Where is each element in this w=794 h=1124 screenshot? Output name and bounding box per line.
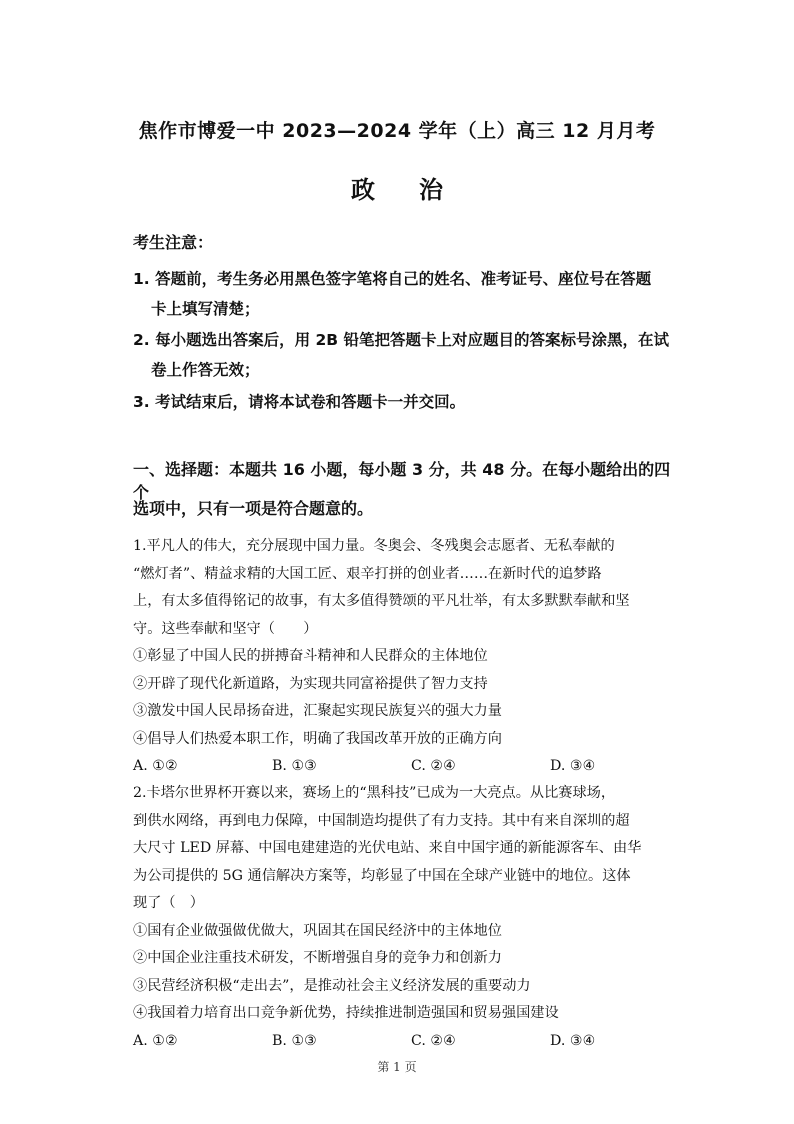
question-1-statement-1: ①彰显了中国人民的拼搏奋斗精神和人民群众的主体地位 [133, 648, 488, 664]
question-2-line2: 到供水网络，再到电力保障，中国制造均提供了有力支持。其中有来自深圳的超 [133, 812, 630, 829]
notice-item-1-line1: 1. 答题前，考生务必用黑色签字笔将自己的姓名、准考证号、座位号在答题 [133, 270, 652, 288]
question-2-statement-3: ③民营经济积极“走出去”，是推动社会主义经济发展的重要动力 [133, 977, 531, 994]
question-2-option-b: B. ①③ [272, 1032, 317, 1049]
question-1-stem [133, 533, 678, 781]
question-2-stem [133, 780, 678, 1055]
notice-heading: 考生注意： [133, 233, 214, 252]
question-2-line3: 大尺寸 LED 屏幕、中国电建建造的光伏电站、来自中国宇通的新能源客车、由华 [133, 840, 642, 856]
question-1-option-c: C. ②④ [411, 758, 456, 774]
subject-title: 政治 [351, 176, 487, 204]
question-2-line1: 2.卡塔尔世界杯开赛以来，赛场上的“黑科技”已成为一大亮点。从比赛球场， [133, 785, 616, 801]
question-1-option-a: A. ①② [133, 758, 178, 774]
question-2-line5: 现了（ ） [133, 895, 204, 911]
question-2-option-d: D. ③④ [550, 1032, 596, 1049]
notice-item-1 [133, 264, 678, 324]
question-1-line2: “燃灯者”、精益求精的大国工匠、艰辛打拼的创业者……在新时代的追梦路 [133, 565, 602, 582]
question-1-line3: 上，有太多值得铭记的故事，有太多值得赞颂的平凡壮举，有太多默默奉献和坚 [133, 593, 630, 609]
question-1-statement-3: ③激发中国人民昂扬奋进，汇聚起实现民族复兴的强大力量 [133, 703, 502, 719]
page-number: 第 1 页 [377, 1060, 417, 1074]
notice-item-3: 3. 考试结束后，请将本试卷和答题卡一并交回。 [133, 393, 466, 411]
question-1-statement-2: ②开辟了现代化新道路，为实现共同富裕提供了智力支持 [133, 675, 488, 692]
question-2-option-a: A. ①② [133, 1032, 178, 1049]
question-1-option-d: D. ③④ [550, 758, 596, 774]
section-heading-line2: 选项中，只有一项是符合题意的。 [133, 499, 374, 518]
question-2-statement-1: ①国有企业做强做优做大，巩固其在国民经济中的主体地位 [133, 922, 502, 939]
section-heading-line1: 一、选择题：本题共 16 小题，每小题 3 分，共 48 分。在每小题给出的四个 [133, 460, 671, 502]
question-2-statement-4: ④我国着力培育出口竞争新优势，持续推进制造强国和贸易强国建设 [133, 1005, 559, 1021]
notice-item-2 [133, 325, 678, 385]
question-1-option-b: B. ①③ [272, 758, 317, 774]
notice-item-2-line2: 卷上作答无效； [151, 361, 260, 379]
question-1-line4: 守。这些奉献和坚守（ ） [133, 620, 318, 637]
question-2-line4: 为公司提供的 5G 通信解决方案等，均彰显了中国在全球产业链中的地位。这体 [133, 867, 631, 884]
question-1-statement-4: ④倡导人们热爱本职工作，明确了我国改革开放的正确方向 [133, 730, 502, 747]
question-2-statement-2: ②中国企业注重技术研发，不断增强自身的竞争力和创新力 [133, 950, 502, 966]
question-2-option-c: C. ②④ [411, 1032, 456, 1049]
question-1-options [133, 753, 678, 781]
notice-item-2-line1: 2. 每小题选出答案后，用 2B 铅笔把答题卡上对应题目的答案标号涂黑，在试 [133, 331, 669, 349]
notice-item-1-line2: 卡上填写清楚； [151, 300, 260, 318]
question-1-line1: 1.平凡人的伟大，充分展现中国力量。冬奥会、冬残奥会志愿者、无私奉献的 [133, 538, 615, 554]
question-2-options [133, 1028, 678, 1056]
exam-title: 焦作市博爱一中 2023—2024 学年（上）高三 12 月月考 [138, 120, 656, 142]
